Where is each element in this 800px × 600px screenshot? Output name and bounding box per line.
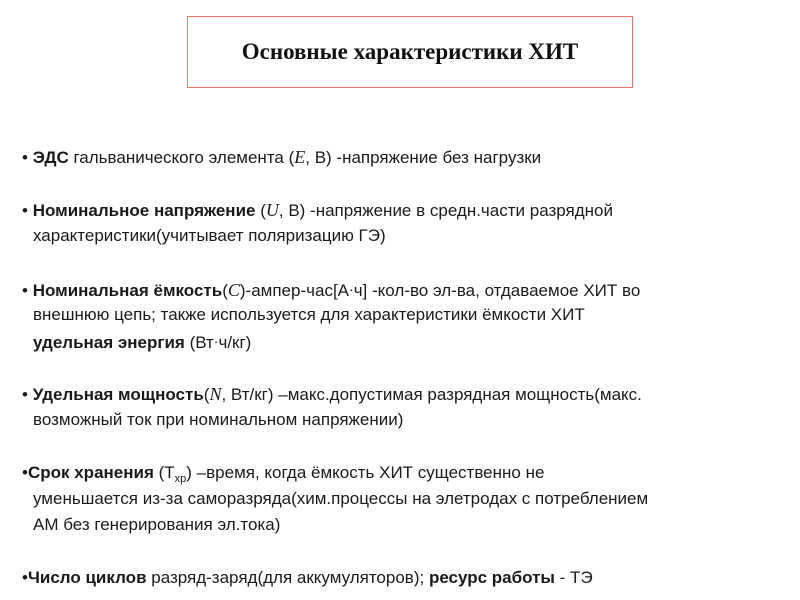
mult-dot: ·	[349, 281, 354, 297]
term-nominal-voltage: Номинальное напряжение	[32, 201, 256, 220]
symbol-n: N	[209, 384, 222, 404]
item-text: (	[203, 385, 210, 404]
list-item-nominal-capacity	[22, 276, 640, 304]
item-text: ) –время, когда ёмкость ХИТ существенно не	[186, 463, 545, 482]
list-item-continuation: характеристики(учитывает поляризацию ГЭ)	[33, 226, 386, 245]
symbol-c: C	[227, 280, 240, 300]
list-item-cycle-count	[22, 565, 593, 591]
term-nominal-capacity: Номинальная ёмкость	[32, 281, 223, 300]
term-service-life: ресурс работы	[428, 568, 555, 587]
list-item-storage-time	[22, 460, 544, 486]
list-item-nominal-voltage	[22, 197, 613, 224]
term-emf: ЭДС	[32, 148, 69, 167]
bullet: •	[22, 281, 28, 300]
page-title: Основные характеристики ХИТ	[241, 39, 579, 64]
list-item-specific-power	[22, 381, 642, 408]
symbol-e: E	[294, 147, 306, 167]
symbol-u: U	[265, 200, 279, 220]
list-item-continuation: уменьшается из-за саморазряда(хим.процессы на элетродах с потреблением	[33, 489, 649, 508]
item-text: )-ампер-час[А	[239, 281, 350, 300]
item-text: (Вт	[184, 333, 214, 352]
bullet: •	[22, 385, 28, 404]
list-item-continuation: АМ без генерирования эл.тока)	[33, 515, 281, 534]
item-text: , Вт/кг) –макс.допустимая разрядная мощность(макс.	[221, 385, 642, 404]
term-specific-power: Удельная мощность	[32, 385, 204, 404]
bullet: •	[22, 463, 28, 482]
term-cycle-count: Число циклов	[27, 568, 147, 587]
list-item-continuation: возможный ток при номинальном напряжении)	[33, 410, 404, 429]
item-text: (Т	[153, 463, 175, 482]
item-text: , В) -напряжение в средн.части разрядной	[278, 201, 613, 220]
item-text: (	[255, 201, 266, 220]
bullet: •	[22, 201, 28, 220]
subscript-xp: хр	[174, 473, 187, 485]
bullet: •	[22, 568, 28, 587]
bullet: •	[22, 148, 28, 167]
list-item-emf	[22, 144, 541, 171]
term-specific-energy: удельная энергия	[33, 333, 185, 352]
item-text: ч/кг)	[218, 333, 252, 352]
item-text: гальванического элемента (	[68, 148, 295, 167]
item-text: (	[222, 281, 228, 300]
item-text: , В) -напряжение без нагрузки	[305, 148, 542, 167]
term-storage-time: Срок хранения	[27, 463, 154, 482]
list-item-continuation	[33, 328, 251, 356]
item-text: ч] -кол-во эл-ва, отдаваемое ХИТ во	[353, 281, 641, 300]
item-text: разряд-заряд(для аккумуляторов);	[146, 568, 429, 587]
mult-dot: ·	[213, 333, 219, 349]
item-text: - ТЭ	[554, 568, 593, 587]
list-item-continuation: внешнюю цепь; также используется для характеристики ёмкости ХИТ	[33, 305, 585, 324]
